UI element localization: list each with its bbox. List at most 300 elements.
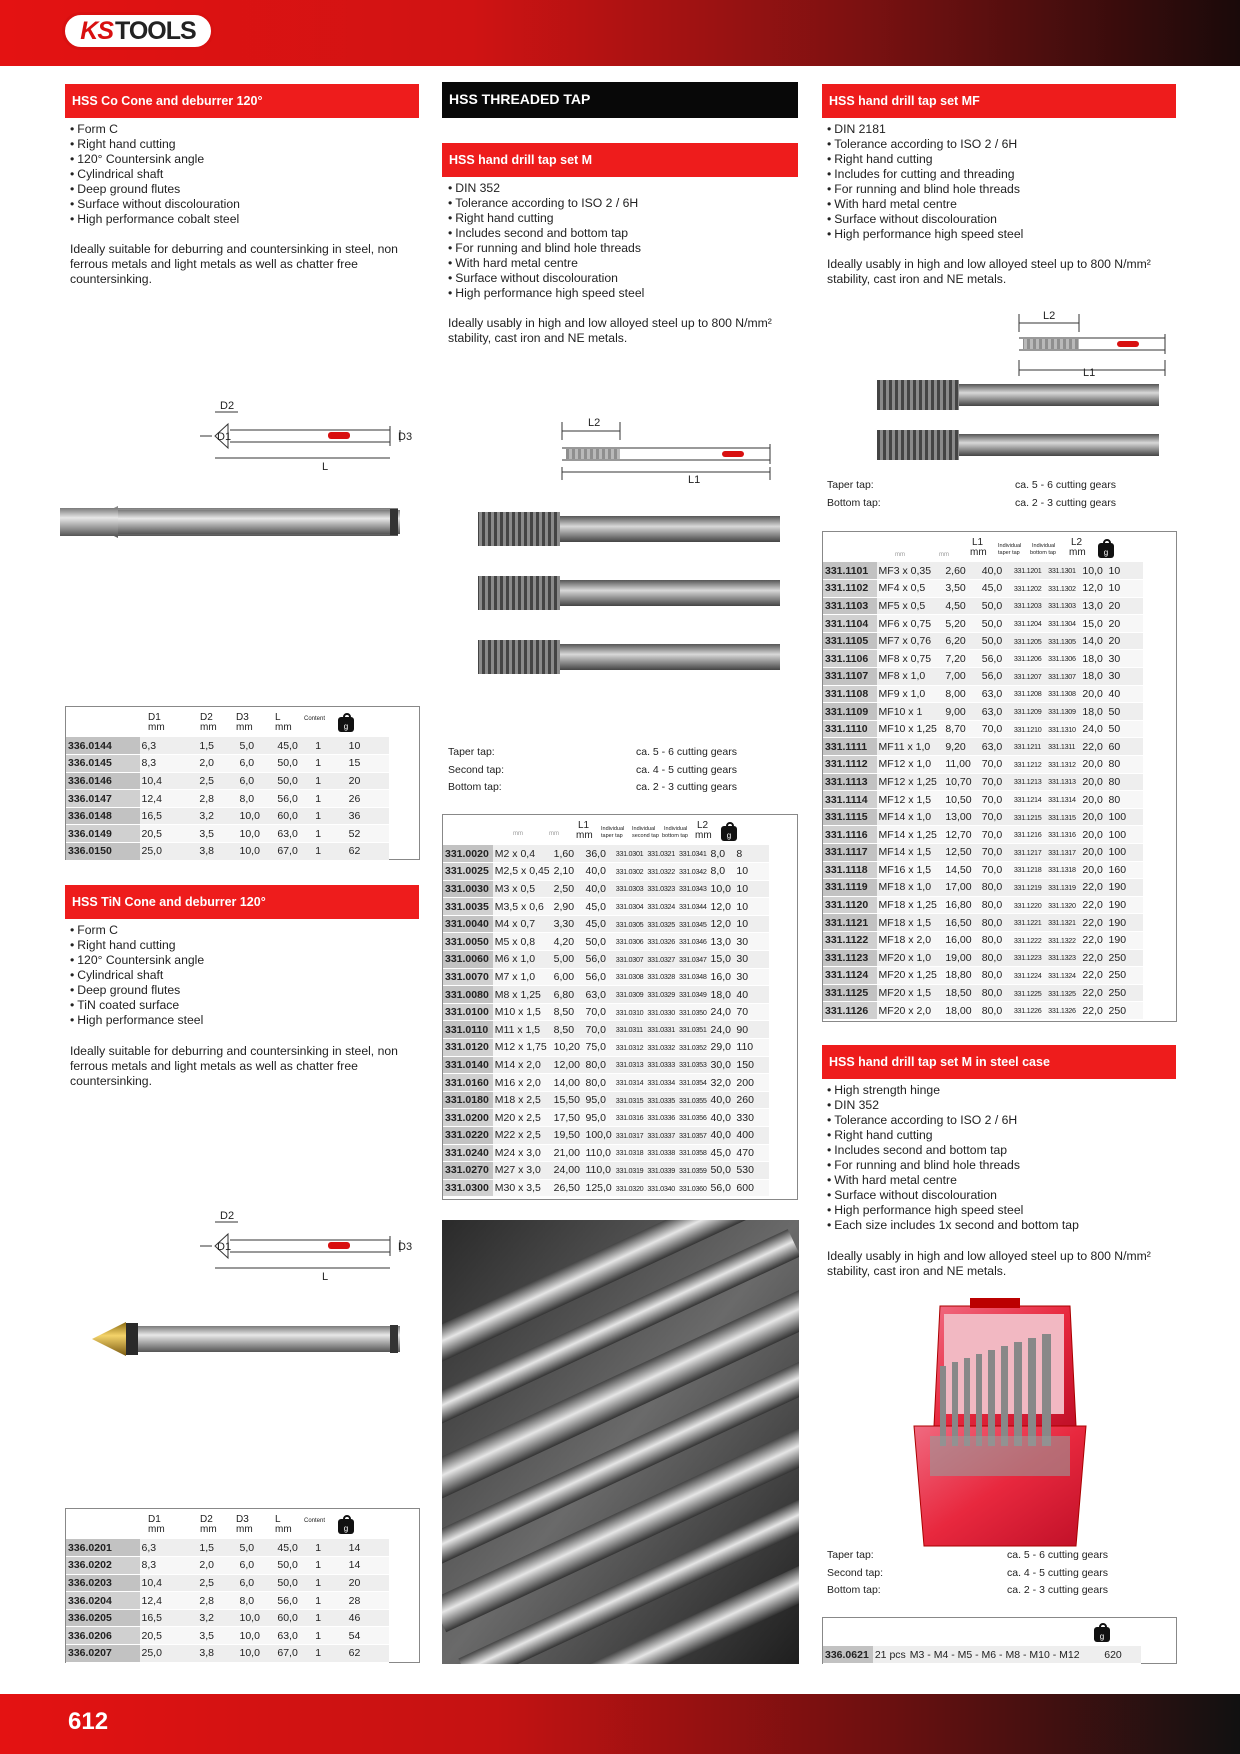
table-cell: M3 x 0,5 [493, 880, 552, 898]
table-cell: 331.0333 [645, 1056, 677, 1074]
table-cell: 331.0301 [614, 845, 646, 863]
table-cell: 6,0 [238, 772, 276, 790]
table-cell: 56,0 [980, 650, 1012, 668]
table-cell: 17,00 [943, 879, 979, 897]
table-cell: 331.1308 [1046, 685, 1080, 703]
article-number: 331.0220 [443, 1127, 493, 1145]
gear-label: Bottom tap: [827, 496, 881, 509]
gear-row [827, 1582, 1157, 1600]
table-cell: 331.0304 [614, 898, 646, 916]
table-cell: 40,0 [709, 1109, 735, 1127]
table-row [823, 580, 1143, 598]
article-number: 331.1102 [823, 580, 877, 598]
feature-item: • Surface without discolouration [827, 212, 1177, 227]
table-cell: 331.1318 [1046, 861, 1080, 879]
table-cell: 331.1223 [1012, 949, 1046, 967]
table-row [443, 863, 769, 881]
hdr-core-unit: mm [939, 552, 949, 558]
table-cell: 50,0 [275, 755, 313, 773]
table-cell: M14 x 2,0 [493, 1056, 552, 1074]
article-number: 336.0144 [66, 737, 140, 755]
table-cell: 63,0 [583, 986, 613, 1004]
table-cell: 6,00 [552, 968, 584, 986]
hdr-taper: taper tap [998, 550, 1020, 556]
table-cell: 8 [734, 845, 769, 863]
table-cell: 150 [734, 1056, 769, 1074]
table-cell: 331.1207 [1012, 668, 1046, 686]
table-cell: 70,0 [980, 844, 1012, 862]
table-cell: 45,0 [709, 1144, 735, 1162]
feature-item: • Includes second and bottom tap [448, 226, 798, 241]
table-cell: 56,0 [275, 790, 313, 808]
gear-value: ca. 5 - 6 cutting gears [1015, 479, 1116, 491]
table-cell: 24,00 [552, 1162, 584, 1180]
table-cell: 331.0349 [677, 986, 709, 1004]
table-cell: 46 [347, 1609, 389, 1627]
gear-label: Second tap: [448, 763, 505, 776]
table-cell: 22,0 [1080, 967, 1106, 985]
table-cell: 331.0330 [645, 1003, 677, 1021]
feature-item: • Includes second and bottom tap [827, 1143, 1177, 1158]
table-cell: 331.0346 [677, 933, 709, 951]
table-row [823, 703, 1143, 721]
article-number: 331.0080 [443, 986, 493, 1004]
table-cell: 200 [734, 1074, 769, 1092]
table-cell: 9,00 [943, 703, 979, 721]
table-cell: 26,50 [552, 1179, 584, 1197]
table-cell: 331.1201 [1012, 562, 1046, 580]
article-number: 331.0040 [443, 915, 493, 933]
table-cell: 3,2 [197, 807, 237, 825]
article-number: 336.0207 [66, 1645, 140, 1663]
article-number: 336.0202 [66, 1557, 140, 1575]
dim-d2: D2 [220, 1210, 235, 1222]
table-cell: 331.0334 [645, 1074, 677, 1092]
table-cell: MF18 x 1,0 [877, 879, 944, 897]
drill-bits-photo [442, 1220, 799, 1664]
table-cell: 100 [1107, 826, 1143, 844]
table-cell: 24,0 [709, 1003, 735, 1021]
table-cell: 331.1219 [1012, 879, 1046, 897]
table-row [443, 1144, 769, 1162]
table-cell: 331.1218 [1012, 861, 1046, 879]
feature-item: • Right hand cutting [448, 211, 798, 226]
table-cell: M11 x 1,5 [493, 1021, 552, 1039]
table-cell: MF12 x 1,5 [877, 791, 944, 809]
hdr-l2: L2 [697, 820, 709, 831]
article-number: 336.0146 [66, 772, 140, 790]
table-cell: 36 [347, 807, 389, 825]
feature-item: • TiN coated surface [70, 998, 420, 1013]
table-cell: 331.1220 [1012, 896, 1046, 914]
table-row [443, 1179, 769, 1197]
table-cell: MF10 x 1 [877, 703, 944, 721]
table-cell: 16,0 [709, 968, 735, 986]
table-cell: 29,0 [709, 1039, 735, 1057]
table-cell: 14,0 [1080, 632, 1106, 650]
table-row [823, 844, 1143, 862]
table-cell: 10 [347, 737, 389, 755]
table-cell: 331.0353 [677, 1056, 709, 1074]
table-cell: 331.0350 [677, 1003, 709, 1021]
table-cell: 30 [734, 968, 769, 986]
feature-item: • Right hand cutting [827, 152, 1177, 167]
table-cell: 63,0 [275, 1627, 313, 1645]
tap-mf-gears [827, 477, 1157, 512]
table-cell: 331.1322 [1046, 931, 1080, 949]
hdr-l-unit: mm [275, 1524, 292, 1535]
table-cell: 12,0 [709, 915, 735, 933]
table-cell: M7 x 1,0 [493, 968, 552, 986]
table-cell: 10 [734, 915, 769, 933]
table-cell: 20,5 [140, 825, 198, 843]
table-cell: 1,5 [197, 737, 237, 755]
table-cell: 45,0 [275, 1539, 313, 1557]
table-cell: 331.1204 [1012, 615, 1046, 633]
table-row [443, 933, 769, 951]
table-cell: MF12 x 1,0 [877, 756, 944, 774]
table-cell: 70,0 [980, 861, 1012, 879]
table-cell: 331.0336 [645, 1109, 677, 1127]
table-cell: 331.0311 [614, 1021, 646, 1039]
feature-item: • Surface without discolouration [70, 197, 420, 212]
table-cell: 16,5 [140, 1609, 198, 1627]
table-cell: MF20 x 1,25 [877, 967, 944, 985]
table-cell: 22,0 [1080, 949, 1106, 967]
hdr-d2-unit: mm [200, 1524, 217, 1535]
article-number: 331.0200 [443, 1109, 493, 1127]
table-cell: 3,5 [197, 825, 237, 843]
tap-m-table [443, 845, 769, 1197]
table-cell: 56,0 [980, 668, 1012, 686]
table-row [823, 949, 1143, 967]
feature-item: • High performance steel [70, 1013, 420, 1028]
hdr-d1: D1 [148, 712, 161, 723]
table-cell: 331.0352 [677, 1039, 709, 1057]
table-cell: 331.1209 [1012, 703, 1046, 721]
cone-co-title: HSS Co Cone and deburrer 120° [65, 84, 419, 118]
table-cell: 331.1205 [1012, 632, 1046, 650]
table-cell: 331.0345 [677, 915, 709, 933]
feature-item: • 120° Countersink angle [70, 152, 420, 167]
table-cell: 80 [1107, 773, 1143, 791]
table-cell: 8,3 [140, 755, 198, 773]
article-number: 331.1121 [823, 914, 877, 932]
table-row [443, 1162, 769, 1180]
table-cell: 331.0342 [677, 863, 709, 881]
table-cell: MF18 x 1,5 [877, 914, 944, 932]
table-cell: 14 [347, 1539, 389, 1557]
feature-item: • 120° Countersink angle [70, 953, 420, 968]
hdr-d2: D2 [200, 712, 213, 723]
table-cell: 16,5 [140, 807, 198, 825]
table-cell: 331.0310 [614, 1003, 646, 1021]
table-row [66, 1645, 389, 1663]
table-row [66, 843, 389, 861]
hdr-d2-unit: mm [200, 722, 217, 733]
table-cell: 8,0 [709, 845, 735, 863]
table-cell: 2,8 [197, 790, 237, 808]
feature-item: • With hard metal centre [448, 256, 798, 271]
table-cell: 50,0 [980, 615, 1012, 633]
table-row [66, 1609, 389, 1627]
table-cell: 331.1309 [1046, 703, 1080, 721]
article-number: 336.0150 [66, 843, 140, 861]
tap-case-description: Ideally usably in high and low alloyed steel up to 800 N/mm² stability, cast iron and NE metals. [827, 1249, 1151, 1278]
table-cell: 100 [1107, 808, 1143, 826]
gear-label: Taper tap: [448, 746, 495, 758]
table-cell: 331.0338 [645, 1144, 677, 1162]
table-cell: 1 [313, 825, 346, 843]
table-cell: MF12 x 1,25 [877, 773, 944, 791]
table-cell: M27 x 3,0 [493, 1162, 552, 1180]
case-sizes: M3 - M4 - M5 - M6 - M8 - M10 - M12 [908, 1646, 1102, 1664]
table-cell: 8,50 [552, 1021, 584, 1039]
table-cell: 12,0 [1080, 580, 1106, 598]
table-cell: 63,0 [980, 738, 1012, 756]
gear-label: Bottom tap: [827, 1584, 881, 1596]
table-cell: 530 [734, 1162, 769, 1180]
feature-item: • Includes for cutting and threading [827, 167, 1177, 182]
table-cell: 331.1306 [1046, 650, 1080, 668]
article-number: 331.0300 [443, 1179, 493, 1197]
table-cell: 1 [313, 843, 346, 861]
table-cell: 20 [1107, 597, 1143, 615]
feature-item: • Form C [70, 923, 420, 938]
table-cell: 8,70 [943, 720, 979, 738]
cone-tin-description: Ideally suitable for deburring and countersinking in steel, non ferrous metals and light metals as well as chatter free countersinking. [70, 1044, 398, 1088]
table-cell: 331.1312 [1046, 756, 1080, 774]
table-cell: 331.1212 [1012, 756, 1046, 774]
table-cell: 13,0 [1080, 597, 1106, 615]
article-number: 331.1106 [823, 650, 877, 668]
table-cell: 2,60 [943, 562, 979, 580]
table-cell: 250 [1107, 984, 1143, 1002]
table-cell: 90 [734, 1021, 769, 1039]
table-cell: M2 x 0,4 [493, 845, 552, 863]
table-cell: 10 [1107, 562, 1143, 580]
hdr-content: Content [304, 1518, 326, 1524]
table-row [823, 632, 1143, 650]
table-cell: 10,0 [238, 1627, 276, 1645]
feature-item: • DIN 352 [448, 181, 798, 196]
table-row [823, 562, 1143, 580]
table-cell: 10,0 [238, 807, 276, 825]
table-cell: MF8 x 1,0 [877, 668, 944, 686]
table-cell: 125,0 [583, 1179, 613, 1197]
weight-icon: g [1098, 543, 1114, 558]
article-number: 331.1125 [823, 984, 877, 1002]
table-row [443, 968, 769, 986]
table-cell: 10,4 [140, 1574, 198, 1592]
table-cell: 18,0 [709, 986, 735, 1004]
table-cell: 1 [313, 737, 346, 755]
weight-icon: g [338, 1519, 354, 1534]
table-row [443, 880, 769, 898]
dim-d1: D1 [217, 1241, 232, 1253]
article-number: 331.0025 [443, 863, 493, 881]
article-number: 331.0030 [443, 880, 493, 898]
table-cell: 110 [734, 1039, 769, 1057]
table-cell: M24 x 3,0 [493, 1144, 552, 1162]
table-cell: 80,0 [583, 1074, 613, 1092]
tap-m-table-header [442, 814, 798, 844]
table-row [443, 845, 769, 863]
article-number: 331.1108 [823, 685, 877, 703]
table-cell: 20,0 [1080, 756, 1106, 774]
table-cell: 5,0 [238, 1539, 276, 1557]
cone-tin-table-header [65, 1508, 420, 1538]
gear-row [448, 744, 738, 762]
table-cell: 95,0 [583, 1091, 613, 1109]
hdr-l2-unit: mm [1069, 547, 1086, 558]
table-cell: 22,0 [1080, 879, 1106, 897]
table-cell: 331.1304 [1046, 615, 1080, 633]
table-row [823, 861, 1143, 879]
table-cell: 50,0 [980, 632, 1012, 650]
table-cell: 8,0 [238, 1592, 276, 1610]
table-cell: 331.0308 [614, 968, 646, 986]
dim-d1: D1 [217, 431, 232, 443]
table-cell: 331.0314 [614, 1074, 646, 1092]
article-number: 331.1120 [823, 896, 877, 914]
table-cell: 331.0319 [614, 1162, 646, 1180]
article-number: 336.0206 [66, 1627, 140, 1645]
hdr-l2: L2 [1071, 537, 1083, 548]
table-cell: 40,0 [980, 562, 1012, 580]
table-cell: 331.1301 [1046, 562, 1080, 580]
cone-co-table-header [65, 706, 420, 736]
table-cell: 6,0 [238, 1574, 276, 1592]
cone-co-drawing [60, 392, 430, 562]
table-cell: 331.1320 [1046, 896, 1080, 914]
table-cell: 80,0 [980, 949, 1012, 967]
article-number: 331.1123 [823, 949, 877, 967]
table-cell: MF20 x 2,0 [877, 1002, 944, 1020]
table-row [823, 720, 1143, 738]
feature-item: • Deep ground flutes [70, 983, 420, 998]
dim-l1: L1 [1083, 367, 1096, 379]
article-number: 331.0140 [443, 1056, 493, 1074]
feature-item: • Cylindrical shaft [70, 968, 420, 983]
hdr-l1-unit: mm [576, 830, 593, 841]
table-cell: 5,20 [943, 615, 979, 633]
table-row [823, 668, 1143, 686]
feature-item: • For running and blind hole threads [827, 1158, 1177, 1173]
table-cell: 80,0 [980, 931, 1012, 949]
table-row [823, 931, 1143, 949]
table-cell: MF3 x 0,35 [877, 562, 944, 580]
article-number: 336.0149 [66, 825, 140, 843]
table-cell: 331.0309 [614, 986, 646, 1004]
table-cell: 12,00 [552, 1056, 584, 1074]
table-cell: 70,0 [980, 773, 1012, 791]
table-cell: 15,50 [552, 1091, 584, 1109]
table-cell: 3,8 [197, 843, 237, 861]
table-cell: 63,0 [980, 685, 1012, 703]
article-number: 331.0020 [443, 845, 493, 863]
hdr-core-unit: mm [549, 831, 559, 837]
feature-item: • Surface without discolouration [448, 271, 798, 286]
table-cell: MF7 x 0,76 [877, 632, 944, 650]
table-cell: 331.0318 [614, 1144, 646, 1162]
table-cell: 190 [1107, 914, 1143, 932]
article-number: 331.1110 [823, 720, 877, 738]
table-cell: 331.0359 [677, 1162, 709, 1180]
table-cell: 2,50 [552, 880, 584, 898]
table-cell: 331.0325 [645, 915, 677, 933]
table-cell: 14 [347, 1557, 389, 1575]
table-cell: 6,3 [140, 1539, 198, 1557]
logo-ks: KS [80, 16, 114, 45]
hdr-d2: D2 [200, 1514, 213, 1525]
tap-m-description: Ideally usably in high and low alloyed steel up to 800 N/mm² stability, cast iron and NE metals. [448, 316, 772, 345]
table-cell: 45,0 [583, 898, 613, 916]
table-cell: 2,8 [197, 1592, 237, 1610]
table-cell: 331.0340 [645, 1179, 677, 1197]
article-number: 331.0120 [443, 1039, 493, 1057]
table-cell: 40,0 [583, 863, 613, 881]
table-cell: 22,0 [1080, 914, 1106, 932]
table-cell: 1 [313, 1609, 346, 1627]
table-cell: 1,5 [197, 1539, 237, 1557]
table-cell: 331.1323 [1046, 949, 1080, 967]
table-cell: 80,0 [980, 984, 1012, 1002]
table-cell: 70,0 [980, 826, 1012, 844]
table-cell: 2,0 [197, 755, 237, 773]
table-cell: 331.0312 [614, 1039, 646, 1057]
table-cell: 70,0 [980, 720, 1012, 738]
dim-l: L [322, 461, 329, 473]
table-cell: 331.0326 [645, 933, 677, 951]
table-cell: 24,0 [709, 1021, 735, 1039]
table-row [443, 951, 769, 969]
table-cell: 1 [313, 1574, 346, 1592]
table-row [66, 807, 389, 825]
table-row [66, 1539, 389, 1557]
table-cell: 40,0 [709, 1091, 735, 1109]
article-number: 331.0240 [443, 1144, 493, 1162]
table-cell: 331.1305 [1046, 632, 1080, 650]
article-number: 331.0160 [443, 1074, 493, 1092]
gear-row [448, 762, 738, 780]
gear-row [827, 1547, 1157, 1565]
hdr-l-unit: mm [275, 722, 292, 733]
cone-tin-title: HSS TiN Cone and deburrer 120° [65, 885, 419, 919]
table-row [443, 1039, 769, 1057]
table-cell: 331.1314 [1046, 791, 1080, 809]
table-cell: M4 x 0,7 [493, 915, 552, 933]
table-cell: 20 [1107, 615, 1143, 633]
table-cell: 331.1315 [1046, 808, 1080, 826]
table-cell: 331.1208 [1012, 685, 1046, 703]
table-cell: M12 x 1,75 [493, 1039, 552, 1057]
feature-item: • Form C [70, 122, 420, 137]
table-cell: 14,00 [552, 1074, 584, 1092]
table-cell: 8,00 [943, 685, 979, 703]
table-cell: 80 [1107, 756, 1143, 774]
gear-row [827, 495, 1157, 513]
hdr-d3-unit: mm [236, 1524, 253, 1535]
table-cell: MF4 x 0,5 [877, 580, 944, 598]
table-cell: 7,20 [943, 650, 979, 668]
table-cell: 331.1226 [1012, 1002, 1046, 1020]
table-cell: 20,0 [1080, 791, 1106, 809]
table-cell: 8,0 [709, 863, 735, 881]
article-number: 331.1109 [823, 703, 877, 721]
table-cell: 17,50 [552, 1109, 584, 1127]
article-number: 331.0035 [443, 898, 493, 916]
